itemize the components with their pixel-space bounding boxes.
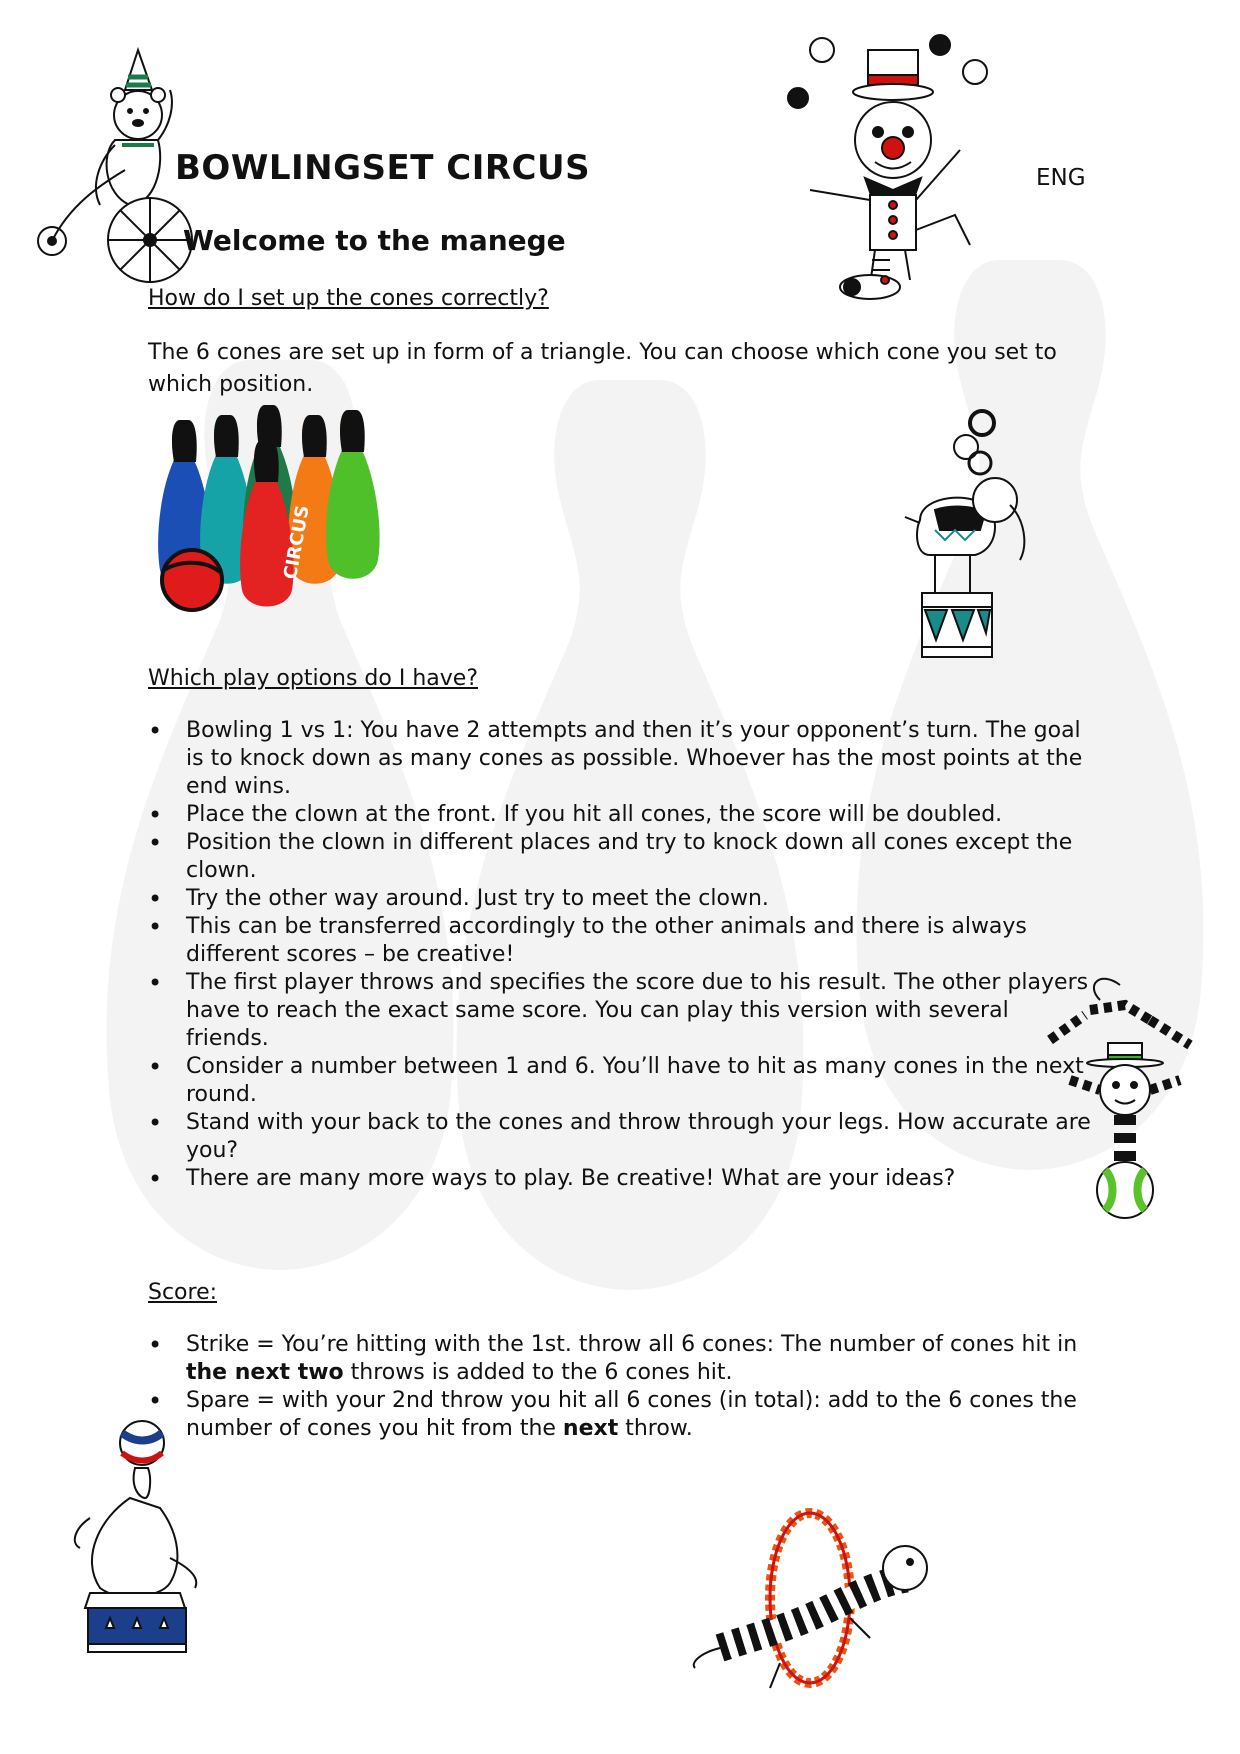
elephant-on-pedestal-illustration [880, 405, 1040, 670]
setup-text: The 6 cones are set up in form of a triangle. You can choose which cone you set to which position. [148, 340, 1057, 397]
product-label: CIRCUS [280, 503, 314, 581]
juggling-clown-illustration [770, 30, 1010, 300]
language-label: ENG [1036, 165, 1086, 191]
option-item: • The first player throws and specifies the score due to his result. The other players have to reach the exact same score. You can play this version with several friends. [148, 969, 1098, 1053]
options-heading: Which play options do I have? [148, 666, 478, 691]
tiger-through-fire-ring-illustration [690, 1498, 950, 1698]
seal-with-ball-illustration [60, 1418, 220, 1658]
setup-heading: How do I set up the cones correctly? [148, 286, 549, 311]
option-item: • There are many more ways to play. Be creative! What are your ideas? [148, 1165, 1098, 1193]
strike-text: Strike = You’re hitting with the 1st. throw all 6 cones: The number of cones hit in [186, 1332, 1078, 1357]
strike-text-end: throws is added to the 6 cones hit. [343, 1360, 733, 1385]
monkey-on-ball-illustration [1030, 965, 1210, 1220]
spare-text-end: throw. [618, 1416, 693, 1441]
score-list [148, 1331, 1098, 1443]
option-item: • Position the clown in different places and try to knock down all cones except the clown. [148, 829, 1098, 885]
spare-bold-text: next [562, 1416, 619, 1441]
bowling-set-product-image [150, 400, 390, 615]
option-item: • Stand with your back to the cones and throw through your legs. How accurate are you? [148, 1109, 1098, 1165]
option-item: • Bowling 1 vs 1: You have 2 attempts and then it’s your opponent’s turn. The goal is to knock down as many cones as possible. Whoever has the most points at the end wins. [148, 717, 1098, 801]
strike-bold-text: the next two [186, 1360, 344, 1385]
option-item: • Consider a number between 1 and 6. You’ll have to hit as many cones in the next round. [148, 1053, 1098, 1109]
score-heading: Score: [148, 1280, 218, 1305]
spare-text: Spare = with your 2nd throw you hit all 6 cones (in total): add to the 6 cones the number of cones you hit from the [186, 1388, 1077, 1441]
strike-rule [148, 1331, 1098, 1387]
option-item: • Place the clown at the front. If you hit all cones, the score will be doubled. [148, 801, 1098, 829]
spare-rule [148, 1387, 1098, 1443]
welcome-subtitle: Welcome to the manege [183, 224, 566, 257]
option-item: • This can be transferred accordingly to the other animals and there is always different scores – be creative! [148, 913, 1098, 969]
options-list [148, 717, 1098, 1193]
page-title: BOWLINGSET CIRCUS [175, 148, 591, 188]
option-item: • Try the other way around. Just try to meet the clown. [148, 885, 1098, 913]
